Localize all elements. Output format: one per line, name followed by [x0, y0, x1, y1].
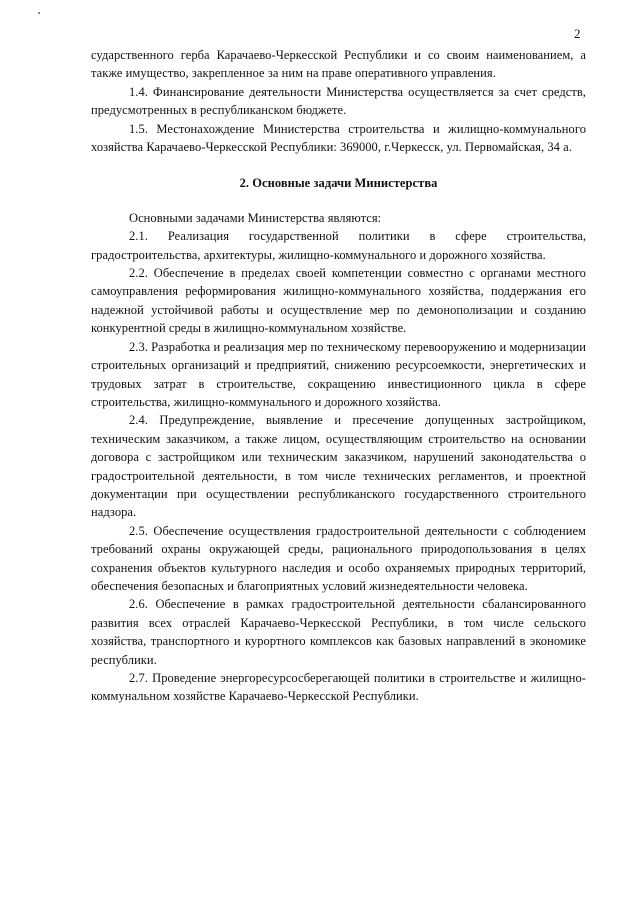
- task-item-2-1: 2.1. Реализация государственной политики в сфере строительства, градостроительства, архитектуры, жилищно-коммунального и дорожного хозяйства.: [91, 229, 586, 262]
- task-item-2-6: 2.6. Обеспечение в рамках градостроительной деятельности сбалансированного развития всех отраслей Карачаево-Черкесской Республики, в том числе сельского хозяйства, транспортного и курортного комплексов как базовых направлений в экономике республики.: [91, 597, 586, 667]
- section-intro: Основными задачами Министерства являются:: [129, 210, 382, 225]
- scan-speck: [38, 12, 40, 14]
- task-item-2-7: 2.7. Проведение энергоресурсосберегающей политики в строительстве и жилищно-коммунальном хозяйстве Карачаево-Черкесской Республики.: [91, 671, 586, 704]
- section-heading: 2. Основные задачи Министерства: [239, 176, 438, 191]
- task-item-2-4: 2.4. Предупреждение, выявление и пресечение допущенных застройщиком, техническим заказчиком, а также лицом, осуществляющим строительство на основании договора с застройщиком или техническим заказчиком, нарушений законодательства о градостроительной деятельности, в том числе технических регламентов, и проектной документации при осуществлении республиканского государственного строительного надзора.: [91, 413, 586, 520]
- page-number: 2: [574, 26, 581, 41]
- paragraph-1-4: 1.4. Финансирование деятельности Министерства осуществляется за счет средств, предусмотренных в республиканском бюджете.: [91, 84, 586, 118]
- task-item-2-2: 2.2. Обеспечение в пределах своей компетенции совместно с органами местного самоуправления реформирования жилищно-коммунального хозяйства, поддержания его надежной устойчивой работы и осуществление мер по демонополизации и созданию конкурентной среды в жилищно-коммунальном хозяйстве.: [91, 266, 586, 336]
- document-body: [91, 46, 586, 706]
- paragraph-1-5: 1.5. Местонахождение Министерства строительства и жилищно-коммунального хозяйства Карачаево-Черкесской Республики: 369000, г.Черкесск, ул. Первомайская, 34 а.: [91, 121, 586, 155]
- paragraph-continuation: сударственного герба Карачаево-Черкесской Республики и со своим наименованием, а также имущество, закрепленное за ним на праве оперативного управления.: [91, 48, 586, 81]
- task-item-2-3: 2.3. Разработка и реализация мер по техническому перевооружению и модернизации строительных организаций и предприятий, снижению ресурсоемкости, энергетических и трудовых затрат в строительстве, сокращению инвестиционного цикла в сфере строительства, жилищно-коммунального и дорожного хозяйства.: [91, 339, 586, 409]
- task-item-2-5: 2.5. Обеспечение осуществления градостроительной деятельности с соблюдением требований охраны окружающей среды, рационального природопользования в целях сохранения объектов культурного наследия и особо охраняемых природных территорий, обеспечения безопасных и благоприятных условий жизнедеятельности человека.: [91, 523, 586, 593]
